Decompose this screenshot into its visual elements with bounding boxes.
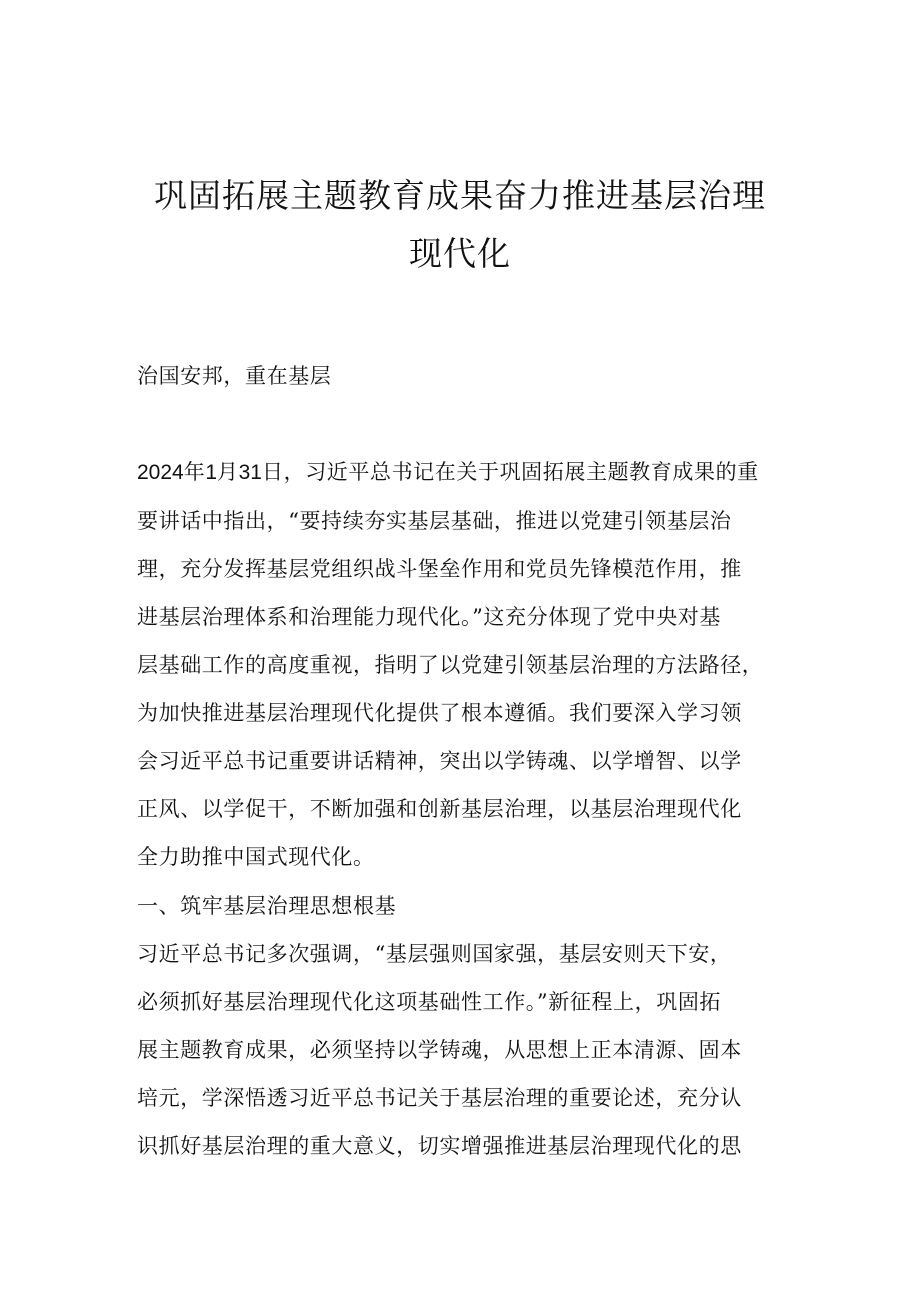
paragraph-2-line-3: 展主题教育成果，必须坚持以学铸魂，从思想上正本清源、固本	[137, 1038, 742, 1062]
document-title-line-2: 现代化	[409, 234, 511, 273]
date-day: 31	[238, 461, 262, 484]
paragraph-2-line-2: 必须抓好基层治理现代化这项基础性工作。”新征程上，巩固拓	[137, 990, 722, 1014]
paragraph-2-line-5: 识抓好基层治理的重大意义，切实增强推进基层治理现代化的思	[137, 1134, 742, 1158]
document-title-line-1: 巩固拓展主题教育成果奋力推进基层治理	[154, 176, 766, 215]
section-1-heading: 一、筑牢基层治理思想根基	[137, 894, 397, 918]
date-year: 2024	[137, 461, 184, 484]
paragraph-1-line-8: 正风、以学促干，不断加强和创新基层治理，以基层治理现代化	[137, 797, 742, 821]
paragraph-1-line-4: 进基层治理体系和治理能力现代化。”这充分体现了党中央对基	[137, 605, 722, 629]
date-year-suffix: 年	[183, 460, 206, 484]
paragraph-1-line-7: 会习近平总书记重要讲话精神，突出以学铸魂、以学增智、以学	[137, 749, 742, 773]
date-month-suffix: 月	[217, 460, 239, 484]
paragraph-1-line-1	[137, 458, 759, 487]
paragraph-1-line-1-text: 习近平总书记在关于巩固拓展主题教育成果的重	[305, 460, 759, 484]
paragraph-2-line-4: 培元，学深悟透习近平总书记关于基层治理的重要论述，充分认	[137, 1086, 742, 1110]
paragraph-1-line-5: 层基础工作的高度重视，指明了以党建引领基层治理的方法路径，	[137, 653, 764, 677]
paragraph-2-line-1: 习近平总书记多次强调，“基层强则国家强，基层安则天下安，	[137, 942, 732, 966]
date-month: 1	[205, 461, 218, 484]
paragraph-1-line-3: 理，充分发挥基层党组织战斗堡垒作用和党员先锋模范作用，推	[137, 557, 742, 581]
paragraph-1-line-6: 为加快推进基层治理现代化提供了根本遵循。我们要深入学习领	[137, 701, 742, 725]
lead-sentence: 治国安邦，重在基层	[137, 364, 332, 388]
paragraph-1-line-2: 要讲话中指出，“要持续夯实基层基础，推进以党建引领基层治	[137, 509, 732, 533]
paragraph-1-line-9: 全力助推中国式现代化。	[137, 845, 375, 869]
date-day-suffix: 日，	[261, 460, 306, 484]
